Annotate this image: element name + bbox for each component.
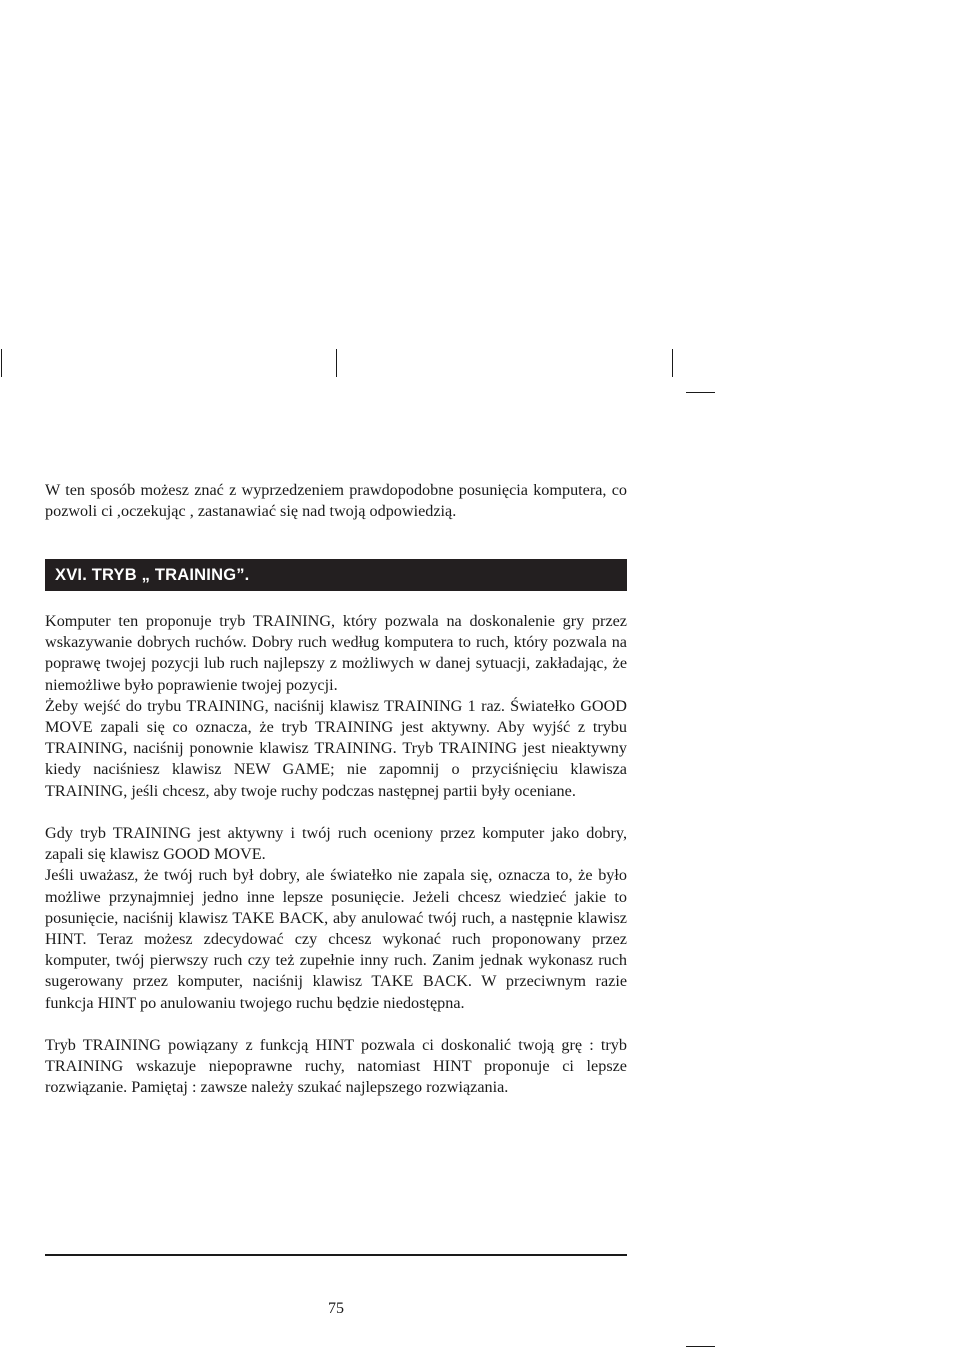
crop-mark-center <box>336 349 337 377</box>
paragraph-1: Komputer ten proponuje tryb TRAINING, który pozwala na doskonalenie gry przez wskazywanie dobrych ruchów. Dobry ruch według komputera to ruch, który pozwala na poprawę twojej pozycji lub ruch najlepszy z możliwych w danej sytuacji, zakładając, że niemożliwe było poprawienie twojej pozycji. <box>45 612 627 694</box>
crop-mark-top-right <box>686 392 715 393</box>
intro-paragraph <box>45 480 627 522</box>
intro-text: W ten sposób możesz znać z wyprzedzeniem prawdopodobne posunięcia komputera, co pozwoli ci ,oczekując , zastanawiać się nad twoją odpowiedzią. <box>45 481 627 521</box>
section-body <box>45 611 627 1099</box>
paragraph-5: Tryb TRAINING powiązany z funkcją HINT pozwala ci doskonalić twoją grę : tryb TRAINING wskazuje niepoprawne ruchy, natomiast HINT proponuje ci lepsze rozwiązanie. Pamiętaj : zawsze należy szukać najlepszego rozwiązania. <box>45 1036 627 1097</box>
crop-mark-left <box>1 349 2 377</box>
section-title: XVI. TRYB „ TRAINING”. <box>45 559 627 591</box>
crop-mark-bottom-right <box>686 1346 715 1347</box>
paragraph-4: Jeśli uważasz, że twój ruch był dobry, ale światełko nie zapala się, oznacza to, że było możliwe przynajmniej jedno inne lepsze posunięcie. Jeżeli chcesz wiedzieć jakie to posunięcie, naciśnij klawisz TAKE BACK, aby anulować twój ruch, a następnie klawisz HINT. Teraz możesz zdecydować czy chcesz wykonać ruch proponowany przez komputer, twój pierwszy ruch czy też zupełnie inny ruch. Zanim jednak wykonasz ruch sugerowany przez komputer, naciśnij klawisz TAKE BACK. W przeciwnym razie funkcja HINT po anulowaniu twojego ruchu będzie niedostępna. <box>45 866 627 1012</box>
footer-rule <box>45 1254 627 1256</box>
crop-mark-right <box>672 349 673 377</box>
paragraph-3: Gdy tryb TRAINING jest aktywny i twój ruch oceniony przez komputer jako dobry, zapali się klawisz GOOD MOVE. <box>45 824 627 864</box>
page-number: 75 <box>328 1300 344 1317</box>
paragraph-2: Żeby wejść do trybu TRAINING, naciśnij klawisz TRAINING 1 raz. Światełko GOOD MOVE zapali się co oznacza, że tryb TRAINING jest aktywny. Aby wyjść z trybu TRAINING, naciśnij ponownie klawisz TRAINING. Tryb TRAINING jest nieaktywny kiedy naciśniesz klawisz NEW GAME; nie zapomnij o przyciśnięciu klawisza TRAINING, jeśli chcesz, aby twoje ruchy podczas następnej partii były oceniane. <box>45 696 627 800</box>
